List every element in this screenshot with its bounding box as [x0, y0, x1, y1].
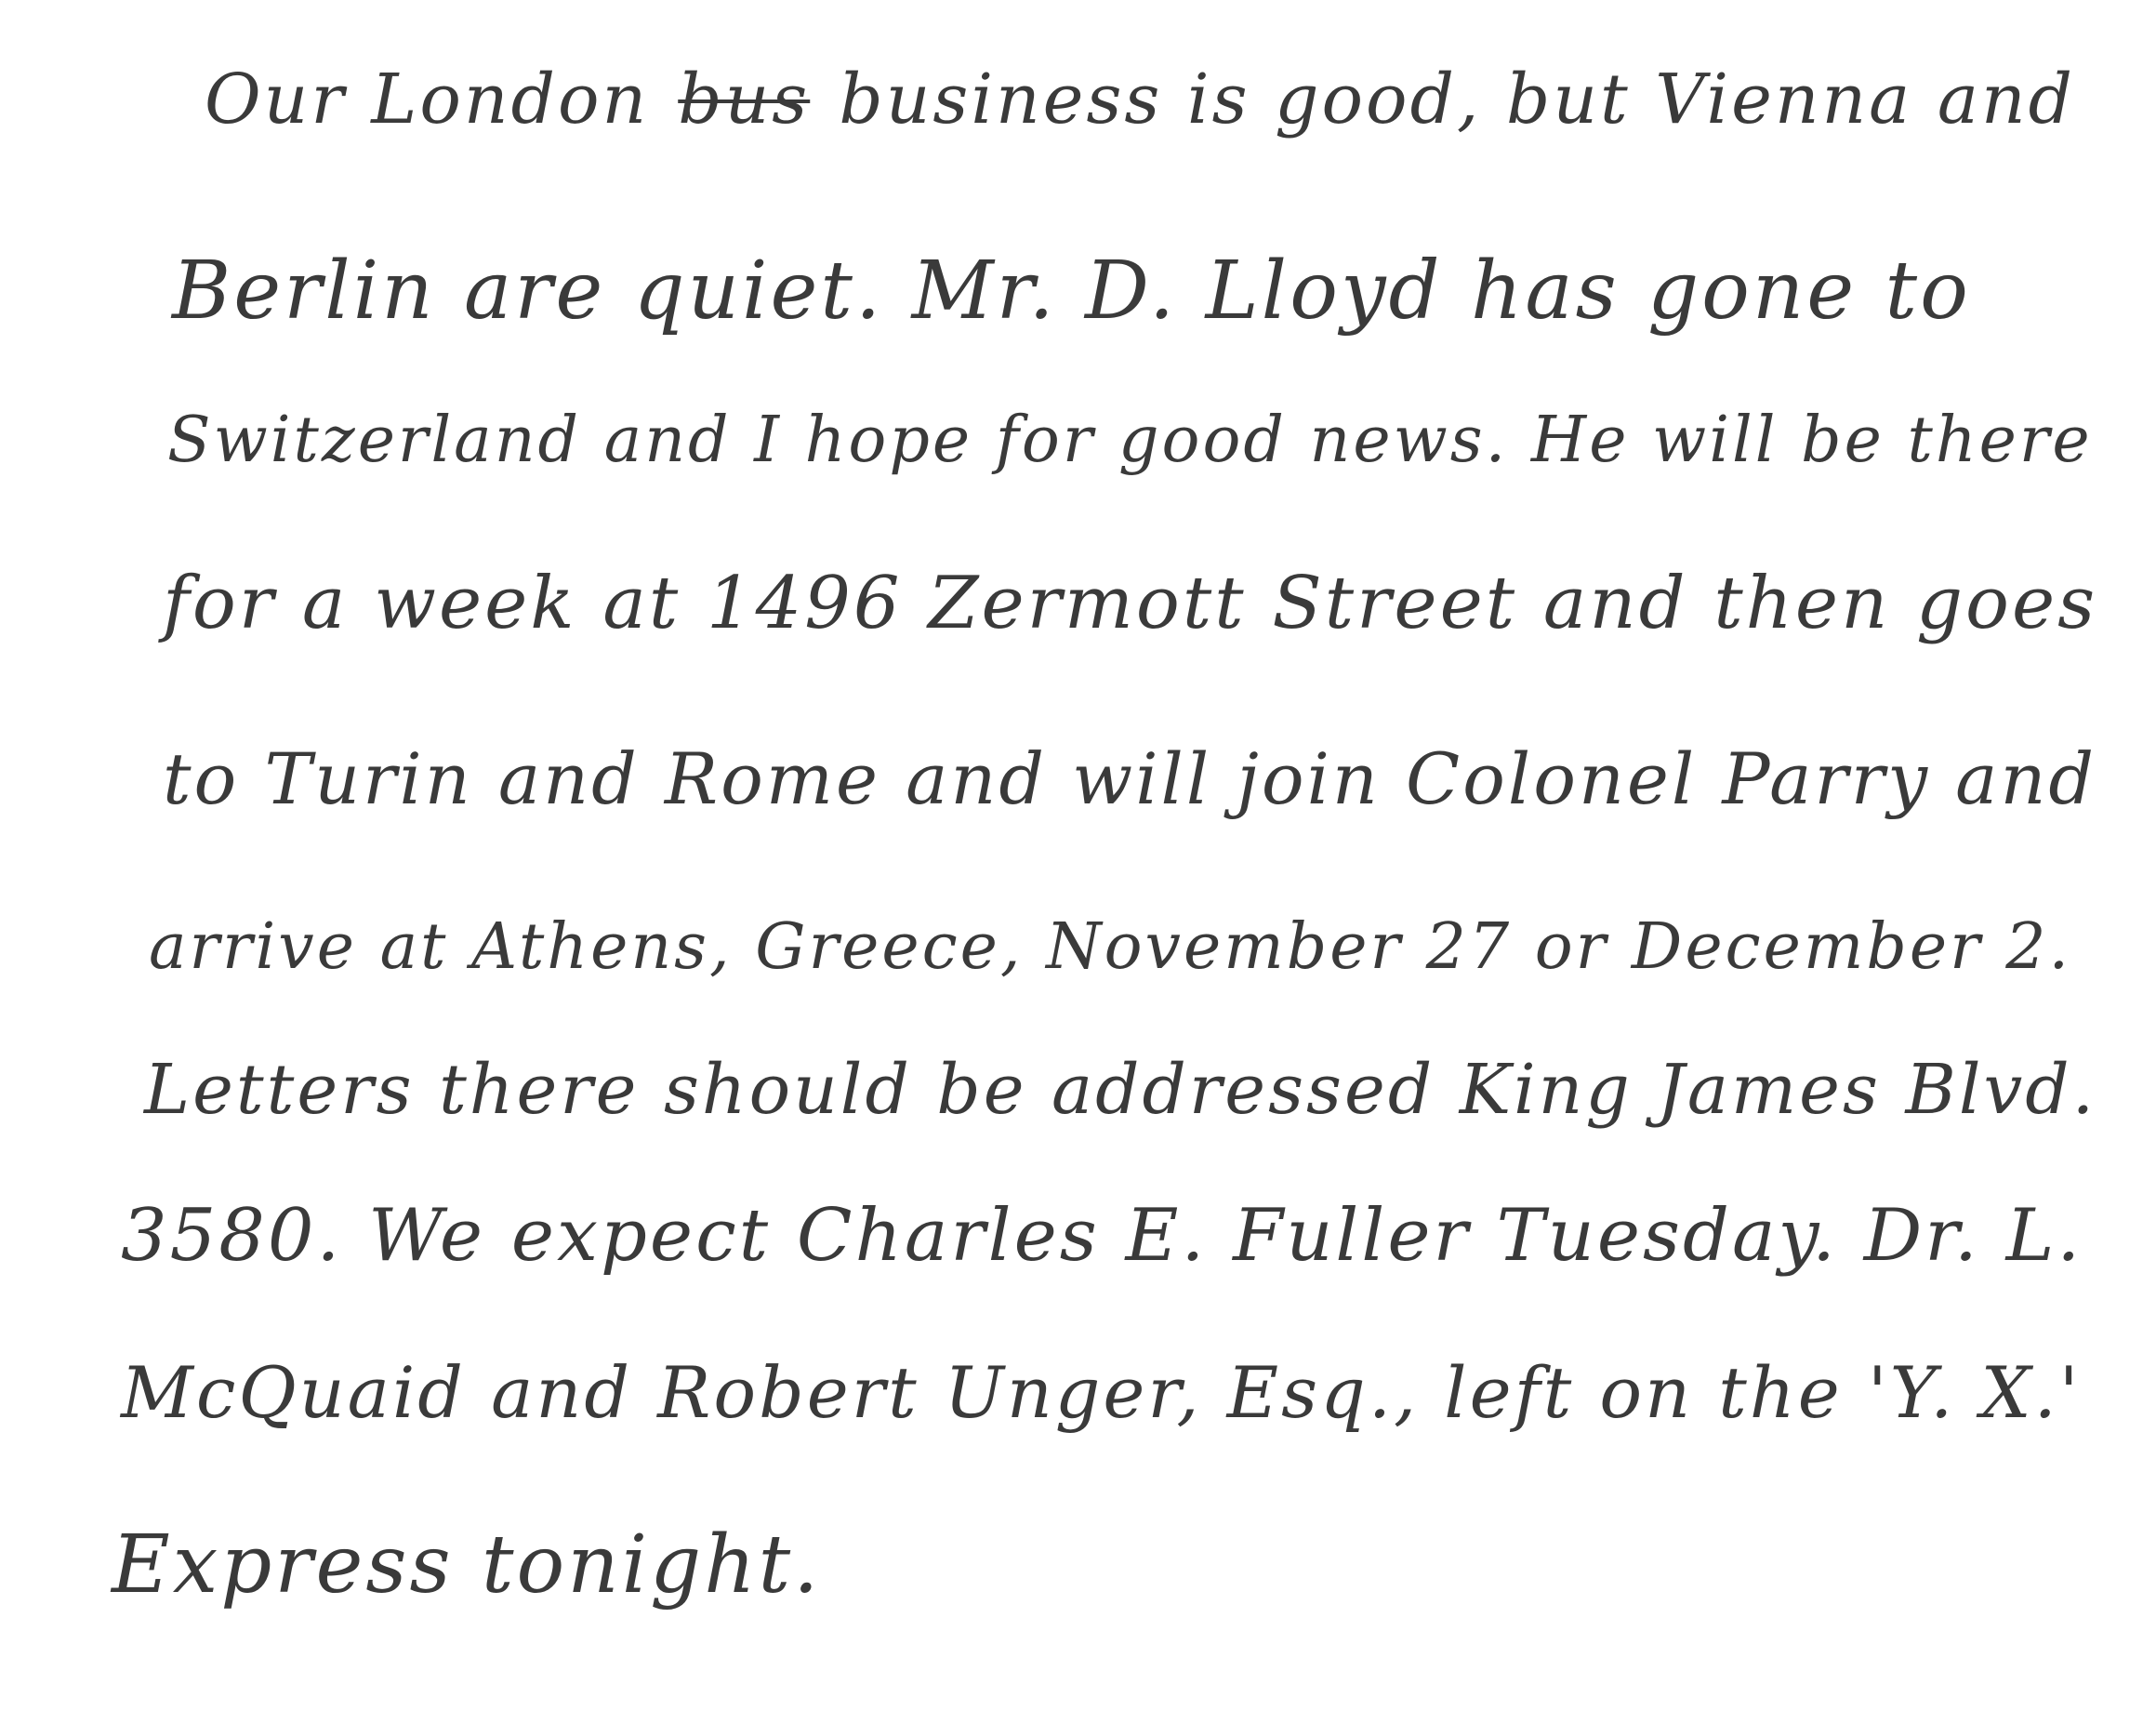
line-1-struck-word: bus	[678, 60, 811, 139]
line-7-text: Letters there should be addressed King James Blvd.	[144, 1050, 2097, 1130]
text-line-7	[144, 1050, 2097, 1130]
text-line-1	[205, 60, 2075, 139]
text-line-6	[149, 910, 2072, 984]
line-5-text: to Turin and Rome and will join Colonel Parry and	[163, 737, 2097, 820]
line-3-text: Switzerland and I hope for good news. He will be there	[167, 404, 2093, 477]
line-6-text: arrive at Athens, Greece, November 27 or December 2.	[149, 910, 2072, 984]
line-2-text: Berlin are quiet. Mr. D. Lloyd has gone to	[172, 245, 1971, 338]
line-4-text: for a week at 1496 Zermott Street and then goes	[163, 562, 2098, 645]
line-1-part-1: Our London	[205, 60, 650, 139]
text-line-10	[112, 1518, 822, 1611]
text-line-2	[172, 245, 1971, 338]
line-8-text: 3580. We expect Charles E. Fuller Tuesday. Dr. L.	[121, 1194, 2083, 1278]
text-line-3	[167, 404, 2093, 477]
text-line-8	[121, 1194, 2083, 1278]
text-line-4	[163, 562, 2098, 645]
text-line-5	[163, 737, 2097, 820]
line-10-text: Express tonight.	[112, 1518, 822, 1611]
line-1-part-3: business is good, but Vienna and	[839, 60, 2075, 139]
text-line-9	[121, 1351, 2082, 1434]
line-9-text: McQuaid and Robert Unger, Esq., left on the 'Y. X.'	[121, 1351, 2082, 1434]
